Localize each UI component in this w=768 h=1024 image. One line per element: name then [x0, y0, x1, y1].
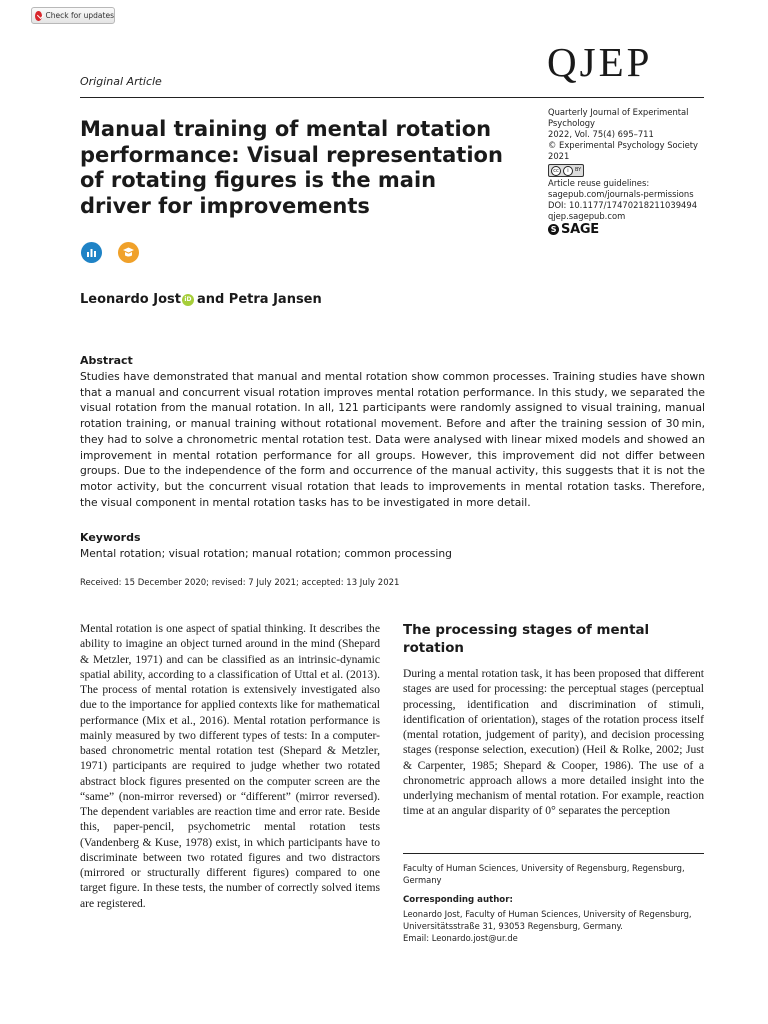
journal-info: [548, 107, 718, 235]
check-updates-label: Check for updates: [45, 11, 114, 20]
check-for-updates-button[interactable]: [31, 7, 115, 24]
doi-link[interactable]: DOI: 10.1177/17470218211039494: [548, 200, 698, 210]
publisher-logo: [548, 224, 718, 235]
creative-commons-icon: cc i BY: [548, 164, 584, 177]
journal-info-line: Quarterly Journal of Experimental: [548, 107, 689, 117]
open-data-badge-icon[interactable]: [81, 242, 102, 263]
reuse-label: Article reuse guidelines:: [548, 178, 650, 188]
crossmark-icon: [35, 11, 42, 21]
abstract-heading: Abstract: [80, 354, 133, 367]
author-name[interactable]: and Petra Jansen: [196, 292, 322, 307]
journal-site-link[interactable]: qjep.sagepub.com: [548, 211, 626, 221]
corresponding-author-line: Leonardo Jost, Faculty of Human Sciences, University of Regensburg,: [403, 909, 692, 919]
footnote-divider: [403, 853, 704, 854]
reuse-link[interactable]: sagepub.com/journals-permissions: [548, 189, 694, 199]
section-heading: The processing stages of mental rotation: [403, 623, 650, 656]
sage-icon: S: [548, 224, 559, 235]
article-title: Manual training of mental rotation performance: Visual representation of rotating figures is the main driver for improvements: [80, 117, 503, 218]
journal-info-line: © Experimental Psychology Society 2021: [548, 140, 698, 161]
article-dates: Received: 15 December 2020; revised: 7 July 2021; accepted: 13 July 2021: [80, 578, 400, 588]
keywords-heading: Keywords: [80, 531, 141, 544]
orcid-icon[interactable]: iD: [182, 294, 194, 306]
keywords-text: Mental rotation; visual rotation; manual rotation; common processing: [80, 547, 452, 560]
article-type: Original Article: [80, 75, 162, 88]
corresponding-author-email[interactable]: Email: Leonardo.jost@ur.de: [403, 933, 518, 943]
author-name[interactable]: Leonardo Jost: [80, 292, 181, 307]
abstract-text: Studies have demonstrated that manual and mental rotation show common processes. Training studies have shown that a manual and concurrent visual rotation improves mental rotation performance. In this study, we separated the visual rotation from the manual rotation. In all, 121 participants were randomly assigned to visual training, manual rotation training, or manual training without rotational movement. Before and after the training session of 30 min, they had to solve a chronometric mental rotation test. Data were analysed with linear mixed models and showed an improvement in mental rotation performance for all groups. However, this improvement did not differ between groups. Due to the independence of the form and occurrence of the manual activity, this suggests that it is not the motor activity, but the concurrent visual rotation that leads to improvements in mental rotation tasks. Therefore, the visual component in mental rotation tasks has to be investigated in more detail.: [80, 370, 705, 509]
corresponding-author-heading: Corresponding author:: [403, 895, 513, 905]
body-paragraph: During a mental rotation task, it has been proposed that different stages are used for processing: the perceptual stages (perceptual processing, identification and discrimination of stimuli, identification of orientation), stages of the rotation process itself (mental rotation, judgement of parity), and decision processing stages (response selection, execution) (Heil & Rolke, 2002; Just & Carpenter, 1985; Shepard & Cooper, 1986). The use of a chronometric approach allows a more detailed insight into the underlying mechanism of mental rotation. For example, reaction time at an angular disparity of 0° separates the perception: [403, 667, 704, 818]
journal-logo: QJEP: [547, 39, 653, 85]
author-affiliation: Faculty of Human Sciences, University of Regensburg, Regensburg, Germany: [403, 863, 685, 885]
author-list: [80, 292, 322, 307]
body-paragraph: Mental rotation is one aspect of spatial thinking. It describes the ability to imagine an object turned around in the mind (Shepard & Metzler, 1971) and can be classified as an intrinsic-dynamic spatial ability, according to a classification of Uttal et al. (2013). The process of mental rotation is extensively investigated also due to the importance for applied contexts like for mathematical performance (Mix et al., 2016). Mental rotation performance is mainly measured by two different types of tests: In a computer-based chronometric mental rotation test (Shepard & Metzler, 1971) participants are required to judge whether two rotated abstract block figures presented on the computer screen are the “same” (non-mirror reversed) or “different” (mirror reversed). The dependent variables are reaction time and error rate. Beside this, paper-pencil, psychometric mental rotation tests (Vandenberg & Kuse, 1978) exist, in which participants have to discriminate between two rotated figures and two distractors (mirrored or structurally different figures) compared to one target figure. In these tests, the number of correctly solved items are registered.: [80, 622, 380, 910]
corresponding-author-details: [403, 908, 703, 944]
open-materials-badge-icon[interactable]: [118, 242, 139, 263]
header-divider: [80, 97, 704, 98]
corresponding-author-line: Universitätsstraße 31, 93053 Regensburg, Germany.: [403, 921, 623, 931]
journal-info-line: Psychology: [548, 118, 595, 128]
journal-info-line: 2022, Vol. 75(4) 695–711: [548, 129, 654, 139]
publisher-name: SAGE: [561, 222, 599, 237]
